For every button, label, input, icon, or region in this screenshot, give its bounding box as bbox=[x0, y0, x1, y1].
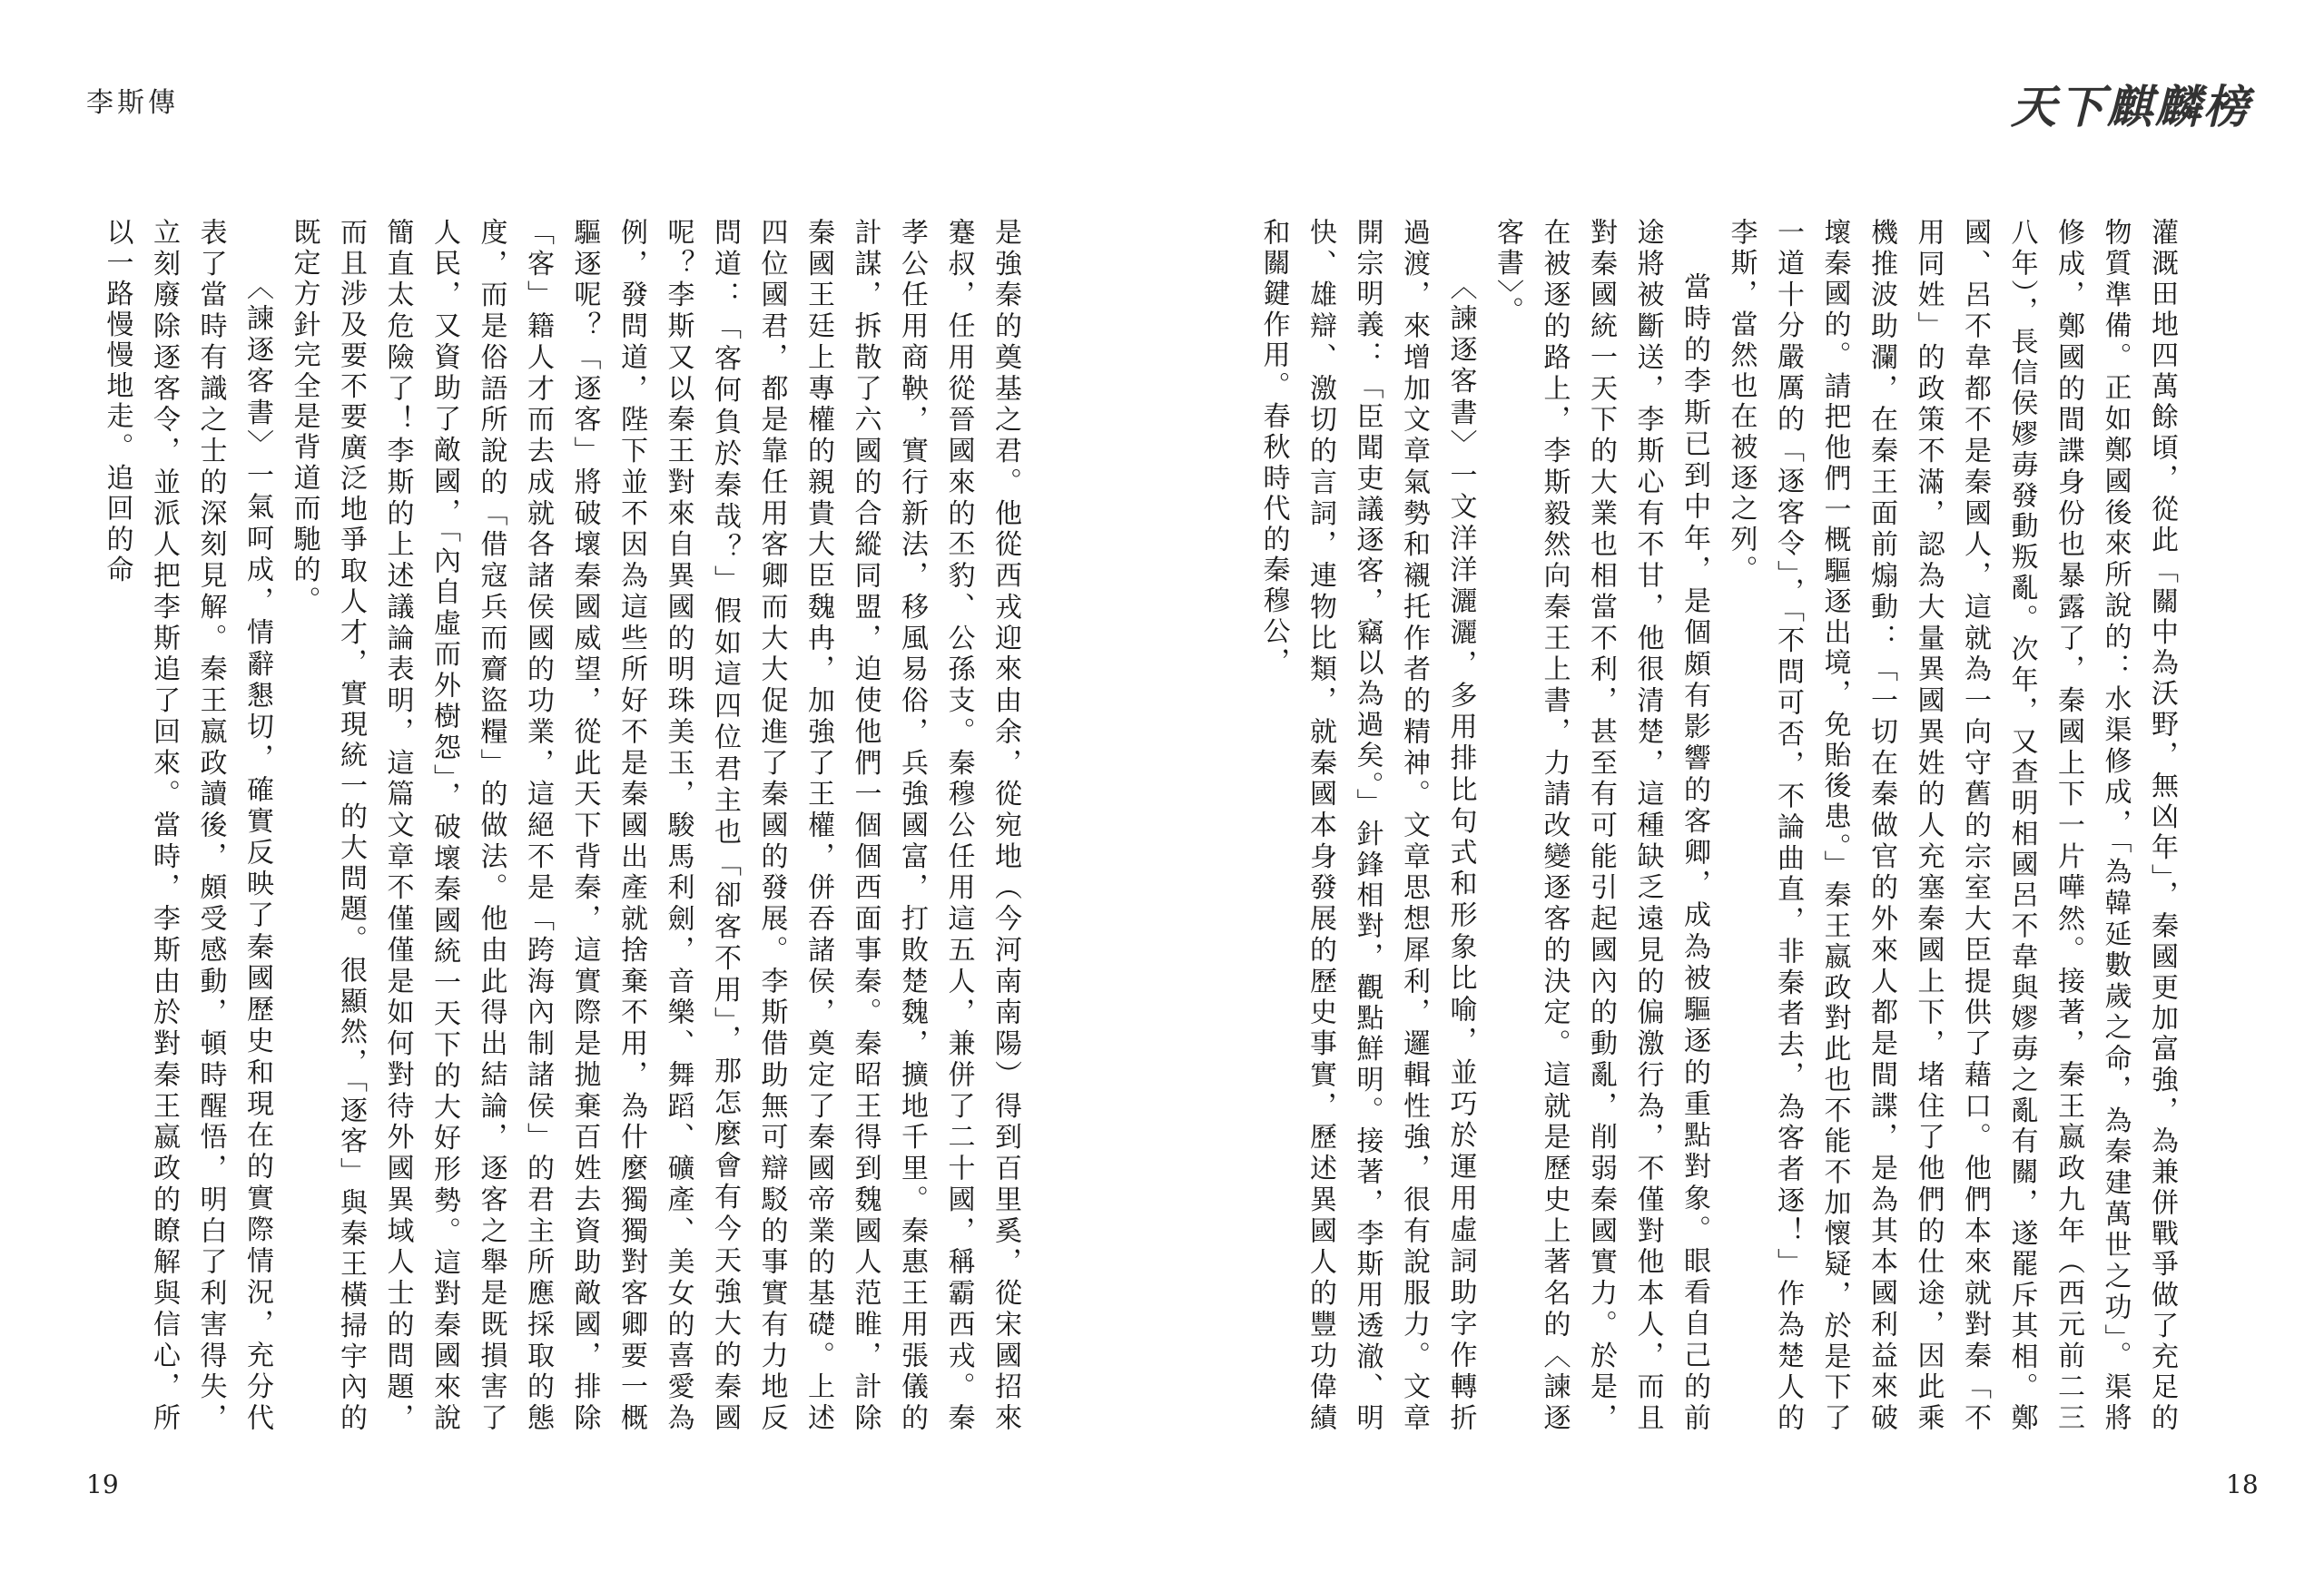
left-page-body bbox=[101, 218, 1029, 1434]
running-head-right: 天下麒麟榜 bbox=[2011, 80, 2251, 133]
right-paragraph-1: 灌溉田地四萬餘頃，從此「關中為沃野，無凶年」，秦國更加富強，為兼併戰爭做了充足的物質準備。正如鄭國後來所說的：水渠修成，「為韓延數歲之命，為秦建萬世之功」。渠將修成，鄭國的間諜身份也暴露了，秦國上下一片嘩然。接著，秦王嬴政九年（西元前二三八年），長信侯嫪毐發動叛亂。次年，又查明相國呂不韋與嫪毐之亂有關，遂罷斥其相。鄭國、呂不韋都不是秦國人，這就為一向守舊的宗室大臣提供了藉口。他們本來就對秦「不用同姓」的政策不滿，認為大量異國異姓的人充塞秦國上下，堵住了他們的仕途，因此乘機推波助瀾，在秦王面前煽動：「一切在秦做官的外來人都是間諜，是為其本國利益來破壞秦國的。請把他們一概驅逐出境，免貽後患。」秦王嬴政對此也不能不加懷疑，於是下了一道十分嚴厲的「逐客令」，「不問可否，不論曲直，非秦者去，為客者逐！」作為楚人的李斯，當然也在被逐之列。 bbox=[1725, 218, 2178, 1434]
right-page-body bbox=[1257, 218, 2185, 1434]
left-paragraph-1: 是強秦的奠基之君。他從西戎迎來由余，從宛地（今河南南陽）得到百里奚，從宋國招來蹇叔，任用從晉國來的丕豹、公孫支。秦穆公任用這五人，兼併了二十國，稱霸西戎。秦孝公任用商鞅，實行新法，移風易俗，兵強國富，打敗楚魏，擴地千里。秦惠王用張儀的計謀，拆散了六國的合縱同盟，迫使他們一個個西面事秦。秦昭王得到魏國人范睢，計除秦國王廷上專權的親貴大臣魏冉，加強了王權，併吞諸侯，奠定了秦國帝業的基礎。上述四位國君，都是靠任用客卿而大大促進了秦國的發展。李斯借助無可辯駁的事實有力地反問道：「客何負於秦哉？」假如這四位君主也「卻客不用」，那怎麼會有今天強大的秦國呢？李斯又以秦王對來自異國的明珠美玉，駿馬利劍，音樂、舞蹈、礦產、美女的喜愛為例，發問道，陛下並不因為這些所好不是秦國出產就捨棄不用，為什麼獨獨對客卿要一概驅逐呢？「逐客」將破壞秦國威望，從此天下背秦，這實際是拋棄百姓去資助敵國，排除「客」籍人才而去成就各諸侯國的功業，這絕不是「跨海內制諸侯」的君主所應採取的態度，而是俗語所說的「借寇兵而齎盜糧」的做法。他由此得出結論，逐客之舉是既損害了人民，又資助了敵國，「內自虛而外樹怨」，破壞秦國統一天下的大好形勢。這對秦國來說簡直太危險了！李斯的上述議論表明，這篇文章不僅僅是如何對待外國異域人士的問題，而且涉及要不要廣泛地爭取人才，實現統一的大問題。很顯然，「逐客」與秦王橫掃宇內的既定方針完全是背道而馳的。 bbox=[288, 218, 1021, 1434]
running-head-left: 李斯傳 bbox=[86, 87, 179, 119]
page-number-right: 18 bbox=[2226, 1469, 2259, 1499]
page-number-left: 19 bbox=[86, 1469, 119, 1499]
right-paragraph-2: 當時的李斯已到中年，是個頗有影響的客卿，成為被驅逐的重點對象。眼看自己的前途將被斷送，李斯心有不甘，他很清楚，這種缺乏遠見的偏激行為，不僅對他本人，而且對秦國統一天下的大業也相當不利，甚至有可能引起國內的動亂，削弱秦國實力。於是，在被逐的路上，李斯毅然向秦王上書，力請改變逐客的決定。這就是歷史上著名的〈諫逐客書〉。 bbox=[1492, 218, 1710, 1434]
right-paragraph-3: 〈諫逐客書〉一文洋洋灑灑，多用排比句式和形象比喻，並巧於運用虛詞助字作轉折過渡，來增加文章氣勢和襯托作者的精神。文章思想犀利，邏輯性強，很有說服力。文章開宗明義：「臣聞吏議逐客，竊以為過矣。」針鋒相對，觀點鮮明。接著，李斯用透澈、明快、雄辯、激切的言詞，連物比類，就秦國本身發展的歷史事實，歷述異國人的豐功偉績和關鍵作用。春秋時代的秦穆公， bbox=[1257, 218, 1477, 1434]
left-paragraph-2: 〈諫逐客書〉一氣呵成，情辭懇切，確實反映了秦國歷史和現在的實際情況，充分代表了當時有識之士的深刻見解。秦王嬴政讀後，頗受感動，頓時醒悟，明白了利害得失，立刻廢除逐客令，並派人把李斯追了回來。當時，李斯由於對秦王嬴政的瞭解與信心，所以一路慢慢地走。追回的命 bbox=[101, 218, 273, 1434]
